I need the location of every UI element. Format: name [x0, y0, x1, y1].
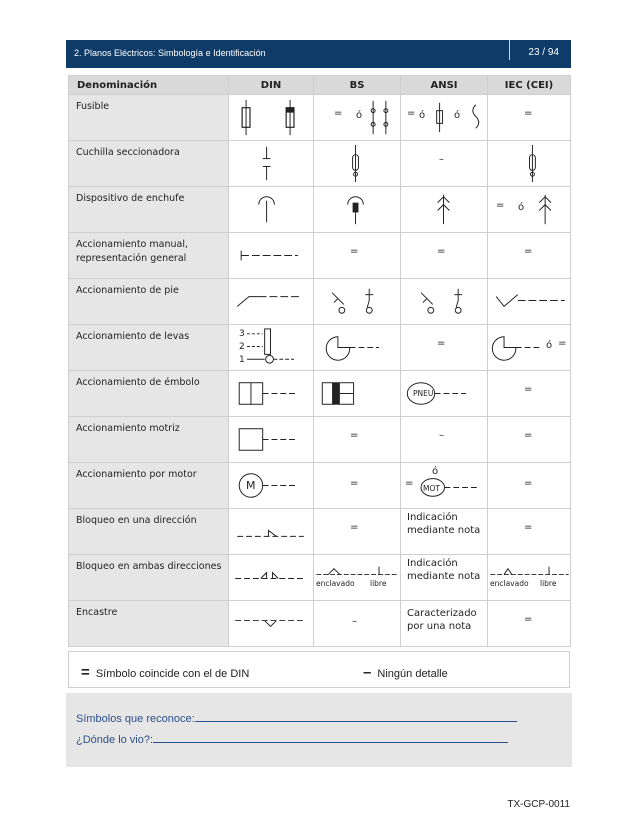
- fuse-icon: [401, 95, 487, 140]
- row-name: Accionamiento de émbolo: [69, 371, 229, 417]
- row-name: Accionamiento por motor: [69, 463, 229, 509]
- row-name: Fusible: [69, 95, 229, 141]
- page-header: [66, 40, 571, 68]
- answer-line-symbols[interactable]: [195, 711, 517, 722]
- plug-icon: [229, 187, 313, 232]
- fuse-icon: [314, 95, 400, 140]
- row-name: Bloqueo en una dirección: [69, 509, 229, 555]
- plug-icon: [401, 187, 487, 232]
- table-row: [69, 601, 571, 647]
- iec-manual-symbol: =: [488, 233, 571, 279]
- col-header-bs: BS: [314, 76, 401, 95]
- iec-drive-symbol: =: [488, 417, 571, 463]
- legend: [68, 651, 570, 688]
- din-manual-symbol: [229, 233, 314, 279]
- ansi-motor-symbol: = ó MOT: [401, 463, 488, 509]
- question-where-label: ¿Dónde lo vio?:: [76, 734, 154, 746]
- bs-piston-symbol: [314, 371, 401, 417]
- dash-icon: –: [363, 664, 372, 681]
- foot-actuator-icon: [488, 279, 570, 324]
- bs-oneway-lock-symbol: =: [314, 509, 401, 555]
- question-symbols: [76, 711, 517, 725]
- equal-icon: =: [81, 664, 90, 681]
- iec-cam-symbol: ó =: [488, 325, 571, 371]
- symbol-table: [68, 75, 570, 643]
- question-symbols-label: Símbolos que reconoce:: [76, 713, 195, 725]
- row-name: Encastre: [69, 601, 229, 647]
- iec-detent-symbol: =: [488, 601, 571, 647]
- row-name: Accionamiento de pie: [69, 279, 229, 325]
- ansi-drive-symbol: –: [401, 417, 488, 463]
- legend-dash-text: Ningún detalle: [377, 668, 448, 680]
- row-name: Accionamiento motriz: [69, 417, 229, 463]
- legend-dash: [363, 664, 448, 681]
- bs-cam-symbol: [314, 325, 401, 371]
- page-number: 23 / 94: [528, 47, 559, 58]
- din-disconnector-symbol: [229, 141, 314, 187]
- piston-icon: [401, 371, 487, 416]
- question-where: [76, 732, 508, 746]
- plug-icon: [314, 187, 400, 232]
- motor-icon: [401, 463, 487, 508]
- col-header-din: DIN: [229, 76, 314, 95]
- piston-icon: [314, 371, 400, 416]
- ansi-plug-symbol: [401, 187, 488, 233]
- bs-motor-symbol: =: [314, 463, 401, 509]
- header-divider: [509, 40, 510, 60]
- ansi-foot-symbol: [401, 279, 488, 325]
- cam-actuator-icon: [229, 325, 313, 370]
- table-row: [69, 279, 571, 325]
- table-row: [69, 509, 571, 555]
- iec-piston-symbol: =: [488, 371, 571, 417]
- iec-twoway-lock-symbol: enclavado libre: [488, 555, 571, 601]
- din-plug-symbol: [229, 187, 314, 233]
- ansi-detent-symbol: Caracterizado por una nota: [401, 601, 488, 647]
- bs-twoway-lock-symbol: enclavado libre: [314, 555, 401, 601]
- row-name: Accionamiento de levas: [69, 325, 229, 371]
- col-header-ansi: ANSI: [401, 76, 488, 95]
- foot-actuator-icon: [314, 279, 400, 324]
- foot-actuator-icon: [401, 279, 487, 324]
- fuse-icon: [229, 95, 313, 140]
- row-name: Cuchilla seccionadora: [69, 141, 229, 187]
- bs-manual-symbol: =: [314, 233, 401, 279]
- legend-equal: [81, 664, 249, 681]
- iec-oneway-lock-symbol: =: [488, 509, 571, 555]
- disconnector-icon: [229, 141, 313, 186]
- exercise-box: [66, 693, 572, 767]
- ansi-disconnector-symbol: –: [401, 141, 488, 187]
- table-row: [69, 325, 571, 371]
- iec-plug-symbol: = ó: [488, 187, 571, 233]
- bs-plug-symbol: [314, 187, 401, 233]
- table-row: [69, 95, 571, 141]
- table-row: [69, 417, 571, 463]
- row-name: Bloqueo en ambas direcciones: [69, 555, 229, 601]
- ansi-fuse-symbol: = ó ó: [401, 95, 488, 141]
- bs-foot-symbol: [314, 279, 401, 325]
- answer-line-where[interactable]: [153, 732, 508, 743]
- bs-detent-symbol: –: [314, 601, 401, 647]
- din-drive-symbol: [229, 417, 314, 463]
- din-twoway-lock-symbol: [229, 555, 314, 601]
- lock-icon: [488, 555, 570, 600]
- din-fuse-symbol: [229, 95, 314, 141]
- col-header-iec: IEC (CEI): [488, 76, 571, 95]
- table-row: [69, 463, 571, 509]
- table-row: [69, 233, 571, 279]
- ansi-cam-symbol: =: [401, 325, 488, 371]
- plug-icon: [488, 187, 570, 232]
- lock-icon: [229, 555, 313, 600]
- legend-equal-text: Símbolo coincide con el de DIN: [95, 668, 250, 680]
- manual-actuator-icon: [229, 233, 313, 278]
- section-title: 2. Planos Eléctricos: Simbología e Identificación: [74, 48, 266, 58]
- document-code: TX-GCP-0011: [507, 799, 570, 810]
- ansi-oneway-lock-symbol: Indicación mediante nota: [401, 509, 488, 555]
- motor-icon: [229, 463, 313, 508]
- iec-fuse-symbol: =: [488, 95, 571, 141]
- table-row: [69, 141, 571, 187]
- detent-icon: [229, 601, 313, 646]
- table-row: [69, 187, 571, 233]
- bs-fuse-symbol: = ó: [314, 95, 401, 141]
- iec-foot-symbol: [488, 279, 571, 325]
- foot-actuator-icon: [229, 279, 313, 324]
- lock-icon: [229, 509, 313, 554]
- row-name: Dispositivo de enchufe: [69, 187, 229, 233]
- bs-drive-symbol: =: [314, 417, 401, 463]
- ansi-manual-symbol: =: [401, 233, 488, 279]
- row-name: Accionamiento manual, representación general: [69, 233, 229, 279]
- din-piston-symbol: [229, 371, 314, 417]
- iec-disconnector-symbol: [488, 141, 571, 187]
- col-header-denominacion: Denominación: [69, 76, 229, 95]
- table-row: [69, 371, 571, 417]
- ansi-piston-symbol: PNEU: [401, 371, 488, 417]
- disconnector-icon: [314, 141, 400, 186]
- bs-disconnector-symbol: [314, 141, 401, 187]
- din-foot-symbol: [229, 279, 314, 325]
- cam-actuator-icon: [488, 325, 570, 370]
- drive-icon: [229, 417, 313, 462]
- iec-motor-symbol: =: [488, 463, 571, 509]
- din-cam-symbol: 3 2 1: [229, 325, 314, 371]
- table-row: [69, 555, 571, 601]
- piston-icon: [229, 371, 313, 416]
- din-detent-symbol: [229, 601, 314, 647]
- din-oneway-lock-symbol: [229, 509, 314, 555]
- disconnector-icon: [488, 141, 570, 186]
- din-motor-symbol: M: [229, 463, 314, 509]
- lock-icon: [314, 555, 400, 600]
- cam-actuator-icon: [314, 325, 400, 370]
- ansi-twoway-lock-symbol: Indicación mediante nota: [401, 555, 488, 601]
